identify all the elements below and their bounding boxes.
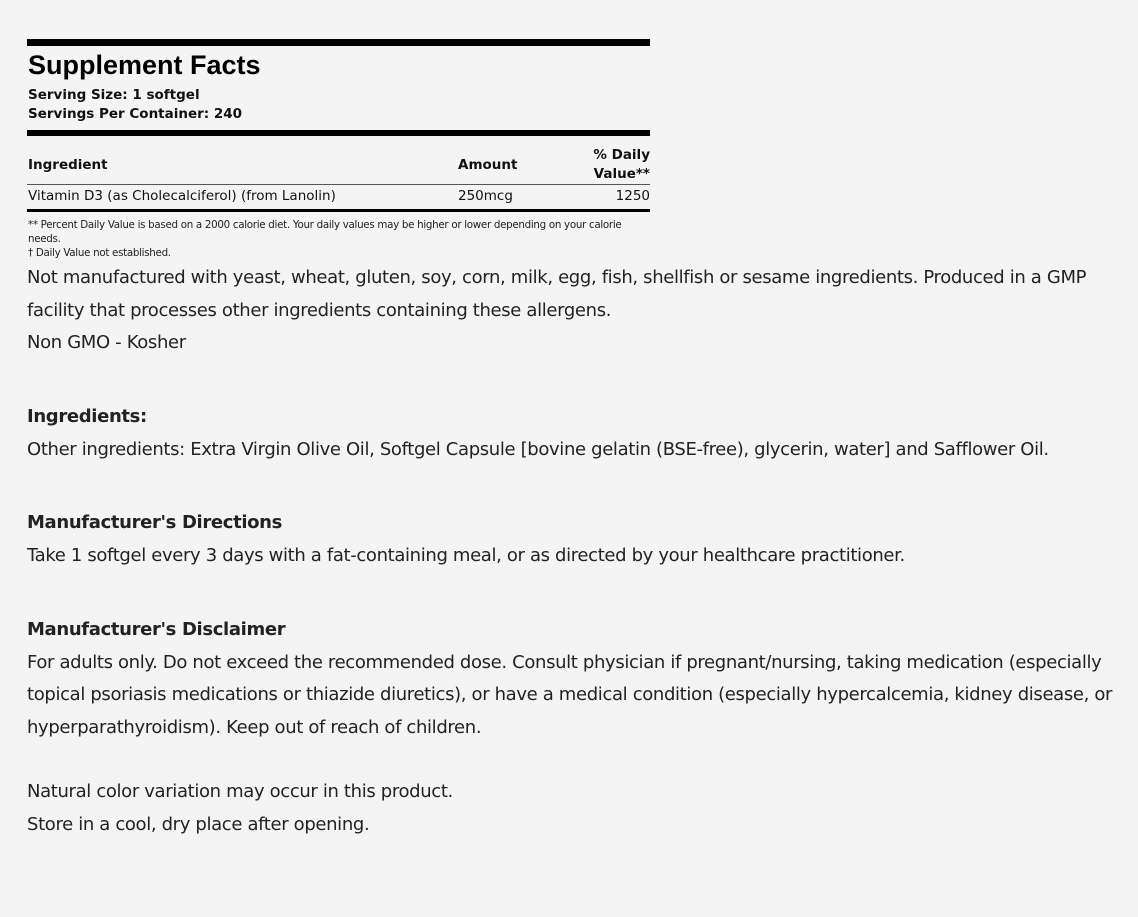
color-variation-note: Natural color variation may occur in this product. [27, 781, 453, 802]
directions-text: Take 1 softgel every 3 days with a fat-containing meal, or as directed by your healthcare practitioner. [27, 544, 905, 566]
facts-table-header [27, 142, 650, 185]
directions-heading: Manufacturer's Directions [27, 512, 282, 533]
section-divider [27, 130, 650, 136]
header-ingredient: Ingredient [27, 142, 457, 185]
facts-table [27, 142, 650, 208]
storage-note: Store in a cool, dry place after opening. [27, 813, 370, 835]
supplement-facts-title: Supplement Facts [28, 50, 261, 80]
serving-size: Serving Size: 1 softgel [28, 87, 200, 103]
table-row [27, 185, 650, 209]
supplement-facts-panel [27, 39, 650, 260]
row-daily-value: 1250 [615, 188, 650, 204]
header-amount: Amount [457, 142, 571, 185]
product-notes [27, 776, 1117, 841]
ingredients-text: Other ingredients: Extra Virgin Olive Oil, Softgel Capsule [bovine gelatin (BSE-free), glycerin, water] and Safflower Oil. [27, 438, 1049, 460]
footnote-not-established: † Daily Value not established. [28, 247, 171, 259]
directions-section [27, 507, 1117, 572]
ingredients-heading: Ingredients: [27, 406, 147, 427]
disclaimer-section [27, 614, 1117, 744]
row-ingredient: Vitamin D3 (as Cholecalciferol) (from Lanolin) [28, 188, 336, 204]
top-divider [27, 39, 650, 46]
certifications: Non GMO - Kosher [27, 332, 186, 353]
allergen-statement: Not manufactured with yeast, wheat, gluten, soy, corn, milk, egg, fish, shellfish or sesame ingredients. Produced in a GMP facility that processes other ingredients containing these allergens. [27, 267, 1087, 321]
bottom-divider [27, 209, 650, 212]
allergen-info [27, 262, 1117, 360]
footnote-daily-value: ** Percent Daily Value is based on a 2000 calorie diet. Your daily values may be higher or lower depending on your calorie needs. [28, 219, 622, 245]
header-daily-value: % Daily Value** [571, 142, 650, 185]
row-amount: 250mcg [458, 188, 513, 204]
disclaimer-text: For adults only. Do not exceed the recommended dose. Consult physician if pregnant/nursing, taking medication (especially topical psoriasis medications or thiazide diuretics), or have a medical condition (especially hypercalcemia, kidney disease, or hyperparathyroidism). Keep out of reach of children. [27, 651, 1113, 738]
servings-per-container: Servings Per Container: 240 [28, 106, 243, 122]
ingredients-section [27, 401, 1117, 466]
disclaimer-heading: Manufacturer's Disclaimer [27, 619, 286, 640]
